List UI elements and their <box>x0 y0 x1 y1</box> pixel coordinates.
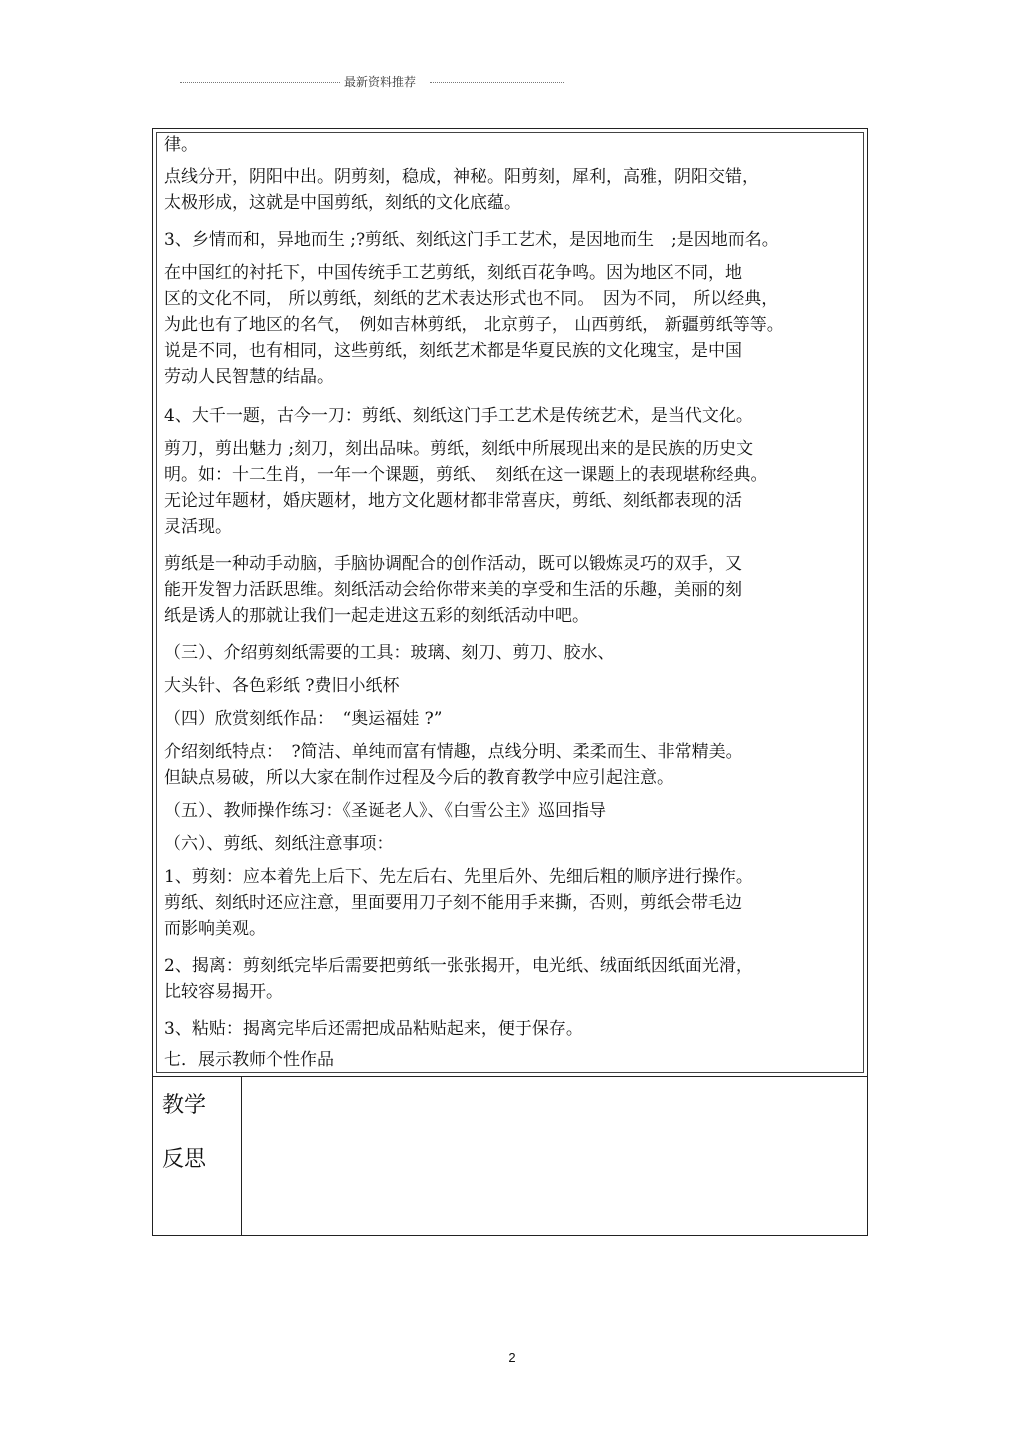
text-line: （三）、介绍剪刻纸需要的工具：玻璃、刻刀、剪刀、胶水、 <box>164 643 615 663</box>
text-line: 介绍刻纸特点： ?简洁、单纯而富有情趣，点线分明、柔柔而生、非常精美。 <box>164 742 743 762</box>
text-line: 明。如：十二生肖，一年一个课题，剪纸、 刻纸在这一课题上的表现堪称经典。 <box>164 465 768 485</box>
text-line: 但缺点易破，所以大家在制作过程及今后的教育教学中应引起注意。 <box>164 768 674 788</box>
text-line: 剪纸是一种动手动脑，手脑协调配合的创作活动，既可以锻炼灵巧的双手，又 <box>164 554 742 574</box>
paragraph <box>164 673 864 699</box>
text-line: 剪刀，剪出魅力 ;刻刀，刻出品味。剪纸，刻纸中所展现出来的是民族的历史文 <box>164 439 754 459</box>
paragraph <box>164 436 864 540</box>
text-line: 七．展示教师个性作品 <box>164 1050 334 1070</box>
text-line: （五）、教师操作练习：《圣诞老人》、《白雪公主》巡回指导 <box>164 801 606 821</box>
text-line: 区的文化不同， 所以剪纸，刻纸的艺术表达形式也不同。 因为不同， 所以经典， <box>164 289 779 309</box>
text-line: 比较容易揭开。 <box>164 982 283 1002</box>
page-number: 2 <box>508 1350 516 1365</box>
paragraph <box>164 831 864 857</box>
lesson-table <box>152 128 868 1236</box>
text-line: 律。 <box>164 135 198 155</box>
text-line: 3、粘贴：揭离完毕后还需把成品粘贴起来，便于保存。 <box>164 1019 583 1039</box>
reflection-label-line1: 教学 <box>162 1093 207 1118</box>
paragraph <box>164 864 864 942</box>
reflection-content-cell <box>242 1077 867 1235</box>
text-line: 劳动人民智慧的结晶。 <box>164 367 334 387</box>
text-line: 剪纸、刻纸时还应注意，里面要用刀子刻不能用手来撕，否则，剪纸会带毛边 <box>164 893 742 913</box>
text-line: 能开发智力活跃思维。刻纸活动会给你带来美的享受和生活的乐趣，美丽的刻 <box>164 580 742 600</box>
text-line: 在中国红的衬托下，中国传统手工艺剪纸，刻纸百花争鸣。因为地区不同，地 <box>164 263 742 283</box>
paragraph <box>164 1016 864 1042</box>
text-line: （六）、剪纸、刻纸注意事项： <box>164 834 394 854</box>
text-line: 纸是诱人的那就让我们一起走进这五彩的刻纸活动中吧。 <box>164 606 589 626</box>
text-line: 为此也有了地区的名气， 例如吉林剪纸， 北京剪子， 山西剪纸， 新疆剪纸等等。 <box>164 315 784 335</box>
paragraph <box>164 640 864 666</box>
text-line: 灵活现。 <box>164 517 232 537</box>
text-line: 3、乡情而和，异地而生 ;?剪纸、刻纸这门手工艺术，是因地而生 ;是因地而名。 <box>164 230 779 250</box>
paragraph <box>164 706 864 732</box>
paragraph <box>164 739 864 791</box>
paragraph <box>164 227 864 253</box>
lesson-content-cell <box>156 132 864 1073</box>
text-line: （四）欣赏刻纸作品： “奥运福娃 ?” <box>164 709 443 729</box>
paragraph <box>164 551 864 629</box>
text-line: 太极形成，这就是中国剪纸，刻纸的文化底蕴。 <box>164 193 521 213</box>
header-dotted-rule-left <box>180 82 340 83</box>
paragraph <box>164 1047 864 1073</box>
paragraph <box>164 164 864 216</box>
paragraph <box>164 132 864 158</box>
text-line: 2、揭离：剪刻纸完毕后需要把剪纸一张张揭开，电光纸、绒面纸因纸面光滑， <box>164 956 753 976</box>
text-line: 4、大千一题，古今一刀：剪纸、刻纸这门手工艺术是传统艺术，是当代文化。 <box>164 406 753 426</box>
text-line: 说是不同，也有相同，这些剪纸，刻纸艺术都是华夏民族的文化瑰宝，是中国 <box>164 341 742 361</box>
page-header <box>180 74 564 90</box>
text-line: 无论过年题材，婚庆题材，地方文化题材都非常喜庆，剪纸、刻纸都表现的活 <box>164 491 742 511</box>
text-line: 而影响美观。 <box>164 919 266 939</box>
paragraph <box>164 403 864 429</box>
paragraph <box>164 953 864 1005</box>
header-dotted-rule-right <box>430 82 564 83</box>
reflection-label-line2: 反思 <box>162 1147 207 1172</box>
text-line: 大头针、各色彩纸 ?费旧小纸杯 <box>164 676 400 696</box>
header-title: 最新资料推荐 <box>344 75 417 89</box>
text-line: 1、剪刻：应本着先上后下、先左后右、先里后外、先细后粗的顺序进行操作。 <box>164 867 753 887</box>
paragraph <box>164 260 864 390</box>
paragraph <box>164 798 864 824</box>
text-line: 点线分开，阴阳中出。阴剪刻，稳成，神秘。阳剪刻，犀利，高雅，阴阳交错， <box>164 167 759 187</box>
